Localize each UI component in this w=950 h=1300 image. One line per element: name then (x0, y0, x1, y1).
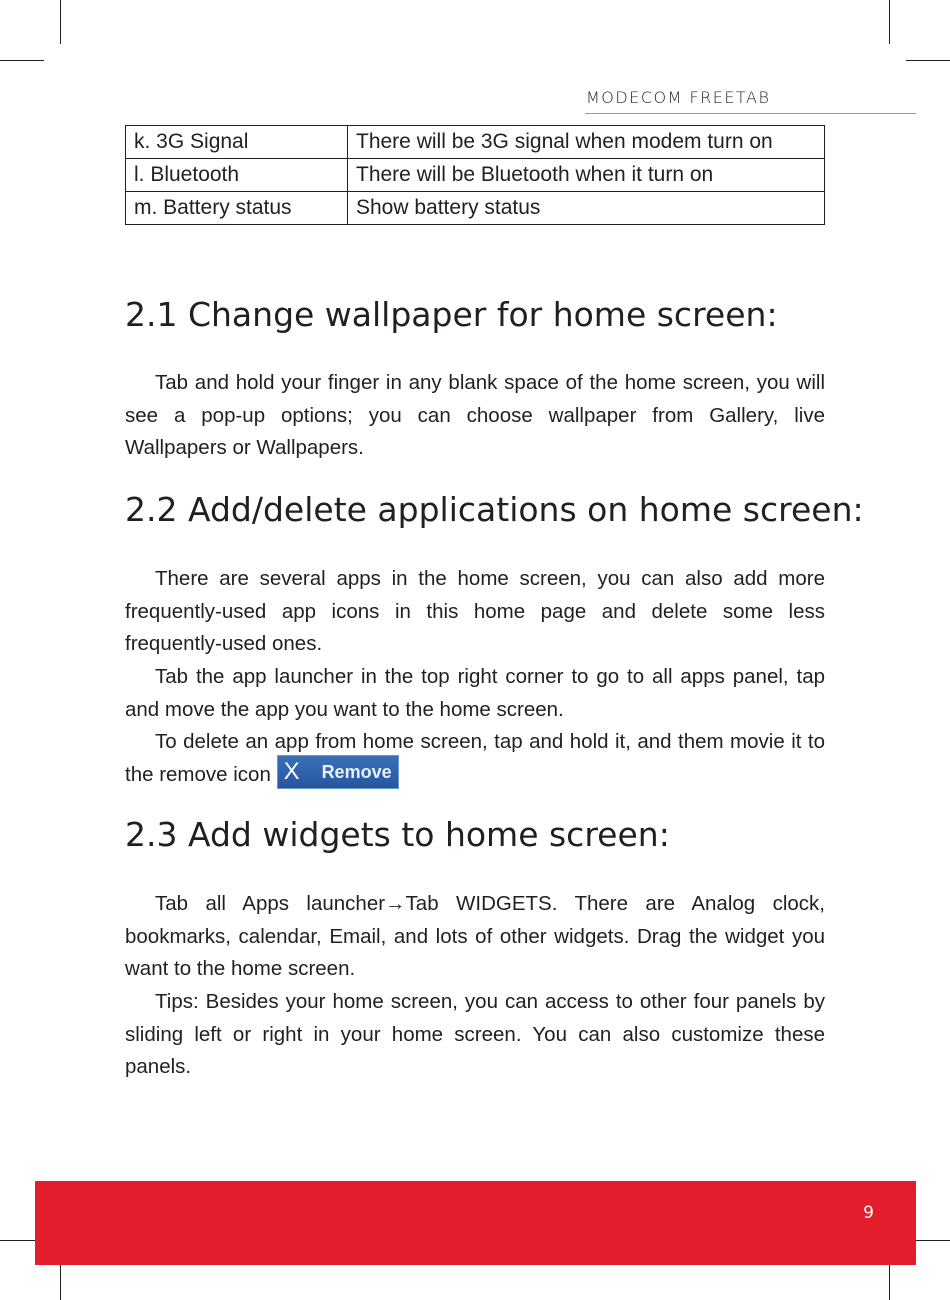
section-title: 2.2 Add/delete applications on home screen: (125, 490, 864, 529)
status-table (125, 125, 825, 225)
table-cell-item: l. Bluetooth (126, 159, 348, 192)
paragraph: Tab all Apps launcher→Tab WIDGETS. There are Analog clock, bookmarks, calendar, Email, and lots of other widgets. Drag the widget you want to the home screen. (125, 892, 825, 980)
section-title: 2.1 Change wallpaper for home screen: (125, 295, 778, 334)
footer-bar (35, 1181, 916, 1265)
crop-mark (60, 0, 61, 44)
header-rule (585, 113, 916, 114)
table-row (126, 159, 825, 192)
table-cell-item: k. 3G Signal (126, 126, 348, 159)
table-cell-item: m. Battery status (126, 192, 348, 225)
crop-mark (906, 60, 950, 61)
crop-mark (889, 0, 890, 44)
table-cell-description: There will be 3G signal when modem turn on (348, 126, 825, 159)
remove-icon-image (277, 755, 399, 789)
paragraph-text: To delete an app from home screen, tap and hold it, and them movie it to the remove icon (125, 730, 825, 786)
paragraph (125, 726, 825, 791)
paragraph: There are several apps in the home screen, you can also add more frequently-used app icons in this home page and delete some less frequently-used ones. (125, 567, 825, 655)
close-icon: X (283, 758, 300, 786)
paragraph: Tab the app launcher in the top right corner to go to all apps panel, tap and move the app you want to the home screen. (125, 665, 825, 721)
page-number: 9 (863, 1203, 874, 1223)
crop-mark (0, 60, 44, 61)
paragraph: Tab and hold your finger in any blank space of the home screen, you will see a pop-up options; you can choose wallpaper from Gallery, live Wallpapers or Wallpapers. (125, 371, 825, 459)
table-row (126, 126, 825, 159)
table-row (126, 192, 825, 225)
paragraph: Tips: Besides your home screen, you can access to other four panels by sliding left or right in your home screen. You can also customize these panels. (125, 990, 825, 1078)
header-brand: MODECOM FREETAB (586, 88, 771, 107)
table-cell-description: Show battery status (348, 192, 825, 225)
table-cell-description: There will be Bluetooth when it turn on (348, 159, 825, 192)
remove-label: Remove (321, 762, 392, 783)
section-title: 2.3 Add widgets to home screen: (125, 815, 670, 854)
